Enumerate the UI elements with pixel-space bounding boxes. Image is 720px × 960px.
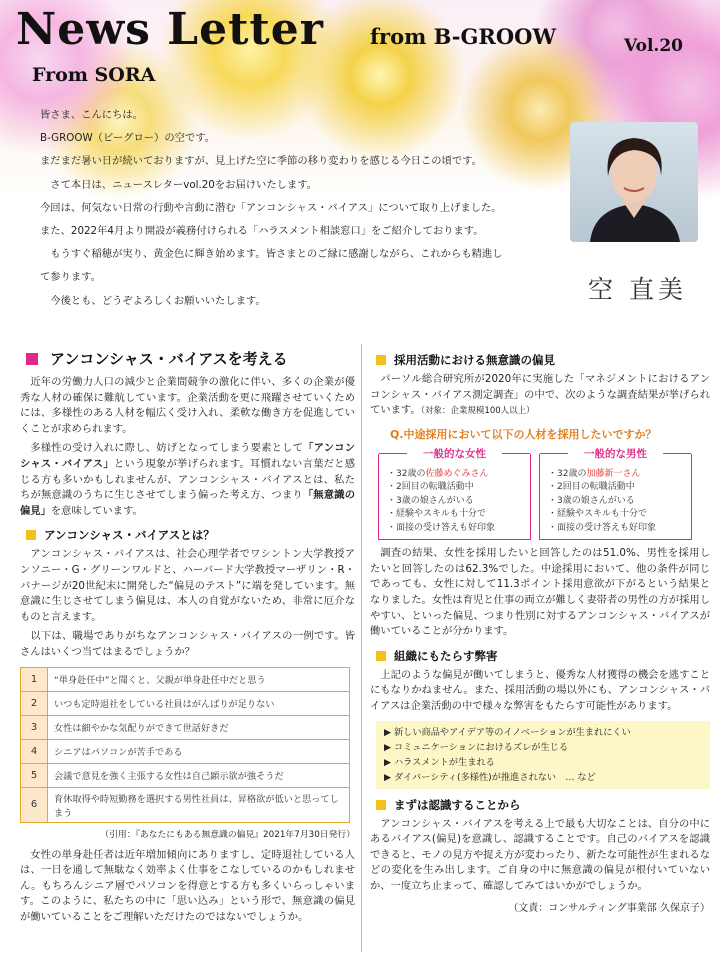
greeting-line: B-GROOW（ビーグロー）の空です。	[40, 132, 216, 145]
header-banner	[0, 0, 720, 335]
row-number: 4	[21, 739, 48, 763]
section-heading	[376, 797, 710, 813]
candidate-list	[548, 468, 687, 536]
intro-paragraph: 近年の労働力人口の減少と企業間競争の激化に伴い、多くの企業が優秀な人材の確保に難航しています。企業活動を更に飛躍させていくためには、多様性のある人材を幅広く受け入れ、柔軟な働き方を促進していくことが求められます。	[20, 376, 355, 435]
main-heading-text: アンコンシャス・バイアスを考える	[50, 350, 288, 368]
bold-term: 「無意識の偏見」	[20, 489, 356, 517]
greeting-line: 今後とも、どうぞよろしくお願いいたします。	[40, 294, 266, 307]
table-row	[21, 787, 350, 822]
yellow-square-icon	[26, 530, 36, 540]
volume-label: Vol.20	[624, 36, 684, 56]
candidate-comparison	[378, 446, 710, 541]
row-text: 会議で意見を強く主張する女性は自己顕示欲が強そうだ	[48, 763, 350, 787]
intro-paragraph-2	[20, 441, 355, 519]
author-credit: （文責：コンサルティング事業部 久保京子）	[508, 902, 710, 914]
row-text: “単身赴任中”と聞くと、父親が単身赴任中だと思う	[48, 667, 350, 691]
survey-paragraph	[370, 372, 710, 420]
text-span: パーソル総合研究所が2020年に実施した「マネジメントにおけるアンコンシャス・バイアス測定調査」の中で、次のような調査結果が挙げられています。	[370, 373, 710, 417]
greeting-text	[40, 104, 570, 313]
row-number: 2	[21, 691, 48, 715]
list-item	[548, 468, 687, 482]
survey-question: Q.中途採用において以下の人材を採用したいですか？	[390, 427, 657, 441]
list-item: ・ 面接の受け答えも好印象	[387, 522, 526, 536]
from-sora-label: From SORA	[32, 64, 156, 86]
text-span: という現象が挙げられます。耳慣れない言葉だと感じる方も多いかもしれませんが、アンコンシャス・バイアスとは、私たちが無意識のうちに生じさせてしまう偏った考え方、つまり	[20, 457, 355, 502]
box-title: 一般的な女性	[379, 446, 530, 461]
row-number: 5	[21, 763, 48, 787]
row-text: 育休取得や時短勤務を選択する男性社員は、昇格欲が低いと思ってしまう	[48, 787, 350, 822]
greeting-line: 今回は、何気ない日常の行動や言動に潜む「アンコンシャス・バイアス」について取り上げました。	[40, 201, 502, 214]
list-item: ▶ ダイバーシティ(多様性)が推進されない … など	[384, 770, 702, 785]
yellow-square-icon	[376, 651, 386, 661]
candidate-list	[387, 468, 526, 536]
list-item: ・ 2回目の転職活動中	[548, 481, 687, 495]
table-row	[21, 715, 350, 739]
row-number: 3	[21, 715, 48, 739]
greeting-line: また、2022年4月より開設が義務付けられる「ハラスメント相談窓口」をご紹介しております。	[40, 225, 484, 238]
author-photo	[570, 122, 698, 242]
table-row	[21, 739, 350, 763]
greeting-line: 皆さま、こんにちは。	[40, 109, 143, 121]
list-item: ・ 経験やスキルも十分で	[548, 508, 687, 522]
list-item: ・ 3歳の娘さんがいる	[387, 495, 526, 509]
text-span: 32歳の	[396, 468, 426, 479]
yellow-square-icon	[376, 800, 386, 810]
list-item: ・ 経験やスキルも十分で	[387, 508, 526, 522]
section-heading-text: 組織にもたらす弊害	[394, 648, 498, 663]
row-text: シニアはパソコンが苦手である	[48, 739, 350, 763]
table-row	[21, 691, 350, 715]
candidate-name: 加藤新一さん	[586, 468, 641, 479]
text-span: 多様性の受け入れに際し、妨げとなってしまう要素として	[30, 442, 304, 455]
harm-paragraph: 上記のような偏見が働いてしまうと、優秀な人材獲得の機会を逃すことにもなりかねません。また、採用活動の場以外にも、アンコンシャス・バイアスは企業活動の中で様々な弊害をもたらす可能性があります。	[370, 668, 710, 713]
section-heading	[376, 648, 710, 664]
section-heading-text: 採用活動における無意識の偏見	[394, 353, 555, 367]
list-item: ▶ ハラスメントが生まれる	[384, 755, 702, 770]
table-row	[21, 763, 350, 787]
harm-list	[376, 721, 710, 789]
row-number: 6	[21, 787, 48, 822]
female-candidate-box	[378, 447, 531, 541]
table-row	[21, 667, 350, 691]
section-heading-text: まずは認識することから	[394, 797, 521, 812]
greeting-line: さて本日は、ニュースレターvol.20をお届けいたします。	[40, 178, 318, 191]
list-item: ・ 2回目の転職活動中	[387, 481, 526, 495]
text-span: 32歳の	[557, 468, 587, 479]
column-divider	[361, 344, 362, 952]
result-paragraph: 調査の結果、女性を採用したいと回答したのは51.0%、男性を採用したいと回答したのは62.3%でした。中途採用において、他の条件が同じであっても、女性に対して11.3ポイント採用意欲が下がるという結果となりました。女性は育児と仕事の両立が難しく妻帯者の男性の方が採用しやすい、といった偏見、つまり性別に対するアンコンシャス・バイアスが働いていることが分かります。	[370, 547, 710, 638]
row-text: いつも定時退社をしている社員はがんばりが足りない	[48, 691, 350, 715]
closing-paragraph: 女性の単身赴任者は近年増加傾向にありますし、定時退社している人は、一日を通して無駄なく効率よく仕事をこなしているのかもしれません。もちろんシニア層でパソコンを得意とする方も多くいらっしゃいます。このように、私たちの中に「思い込み」という形で、無意識の偏見が働いていることをご理解いただけたのではないでしょうか。	[20, 848, 355, 923]
text-span: を意味しています。	[50, 504, 143, 517]
what-paragraph-2: 以下は、職場でありがちなアンコンシャス・バイアスの一例です。皆さんはいくつ当てはまるでしょうか？	[20, 630, 355, 658]
left-column	[20, 344, 355, 929]
sub-heading-text: アンコンシャス・バイアスとは？	[44, 528, 215, 543]
list-item: ▶ 新しい商品やアイデア等のイノベーションが生まれにくい	[384, 725, 702, 740]
sub-heading	[26, 527, 355, 543]
greeting-line: て参ります。	[40, 271, 101, 284]
list-item: ▶ コミュニケーションにおけるズレが生じる	[384, 740, 702, 755]
list-item: ・ 3歳の娘さんがいる	[548, 495, 687, 509]
main-heading	[26, 348, 355, 369]
list-item: ・ 面接の受け答えも好印象	[548, 522, 687, 536]
yellow-square-icon	[376, 355, 386, 365]
male-candidate-box	[539, 447, 692, 541]
bold-term: 「アンコンシャス・バイアス」	[20, 442, 356, 470]
what-paragraph: アンコンシャス・バイアスは、社会心理学者でワシントン大学教授アンソニー・G・グリーンワルドと、ハーバード大学教授マーザリン・R・バナージが20世紀末に開発した“偏見のテスト”に端を発しています。無意識に生じさせてしまう偏見は、本人の自覚がないため、非常に厄介なものと言えます。	[20, 548, 355, 623]
section-heading	[376, 352, 710, 368]
portrait-image	[570, 122, 698, 242]
signature: 空 直美	[588, 275, 687, 304]
bias-examples-table	[20, 667, 350, 823]
candidate-name: 佐藤めぐみさん	[425, 468, 489, 479]
list-item	[387, 468, 526, 482]
greeting-line: まだまだ暑い日が続いておりますが、見上げた空に季節の移り変わりを感じる今日この頃です。	[40, 155, 482, 168]
from-bgroow: from B-GROOW	[370, 24, 557, 49]
newsletter-title: News Letter	[16, 4, 324, 55]
greeting-line: もうすぐ稲穂が実り、黄金色に輝き始めます。皆さまとのご縁に感謝しながら、これからも精進し	[40, 248, 503, 261]
box-title: 一般的な男性	[540, 446, 691, 461]
citation: （引用：『あなたにもある無意識の偏見』2021年7月30日発行）	[100, 829, 355, 840]
pink-square-icon	[26, 353, 38, 365]
awareness-paragraph: アンコンシャス・バイアスを考える上で最も大切なことは、自分の中にあるバイアス(偏見)を意識し、認識することです。自己のバイアスを認識できると、モノの見方や捉え方が変わったり、新たな可能性が生まれるなどの変化を生み出します。ご自身の中に無意識の偏見が根付いていないか、一度立ち止まって、確認してみてはいかがでしょうか。	[370, 817, 710, 892]
row-text: 女性は細やかな気配りができて世話好きだ	[48, 715, 350, 739]
row-number: 1	[21, 667, 48, 691]
right-column	[370, 344, 710, 914]
survey-note: （対象：企業規模100人以上）	[420, 406, 535, 417]
